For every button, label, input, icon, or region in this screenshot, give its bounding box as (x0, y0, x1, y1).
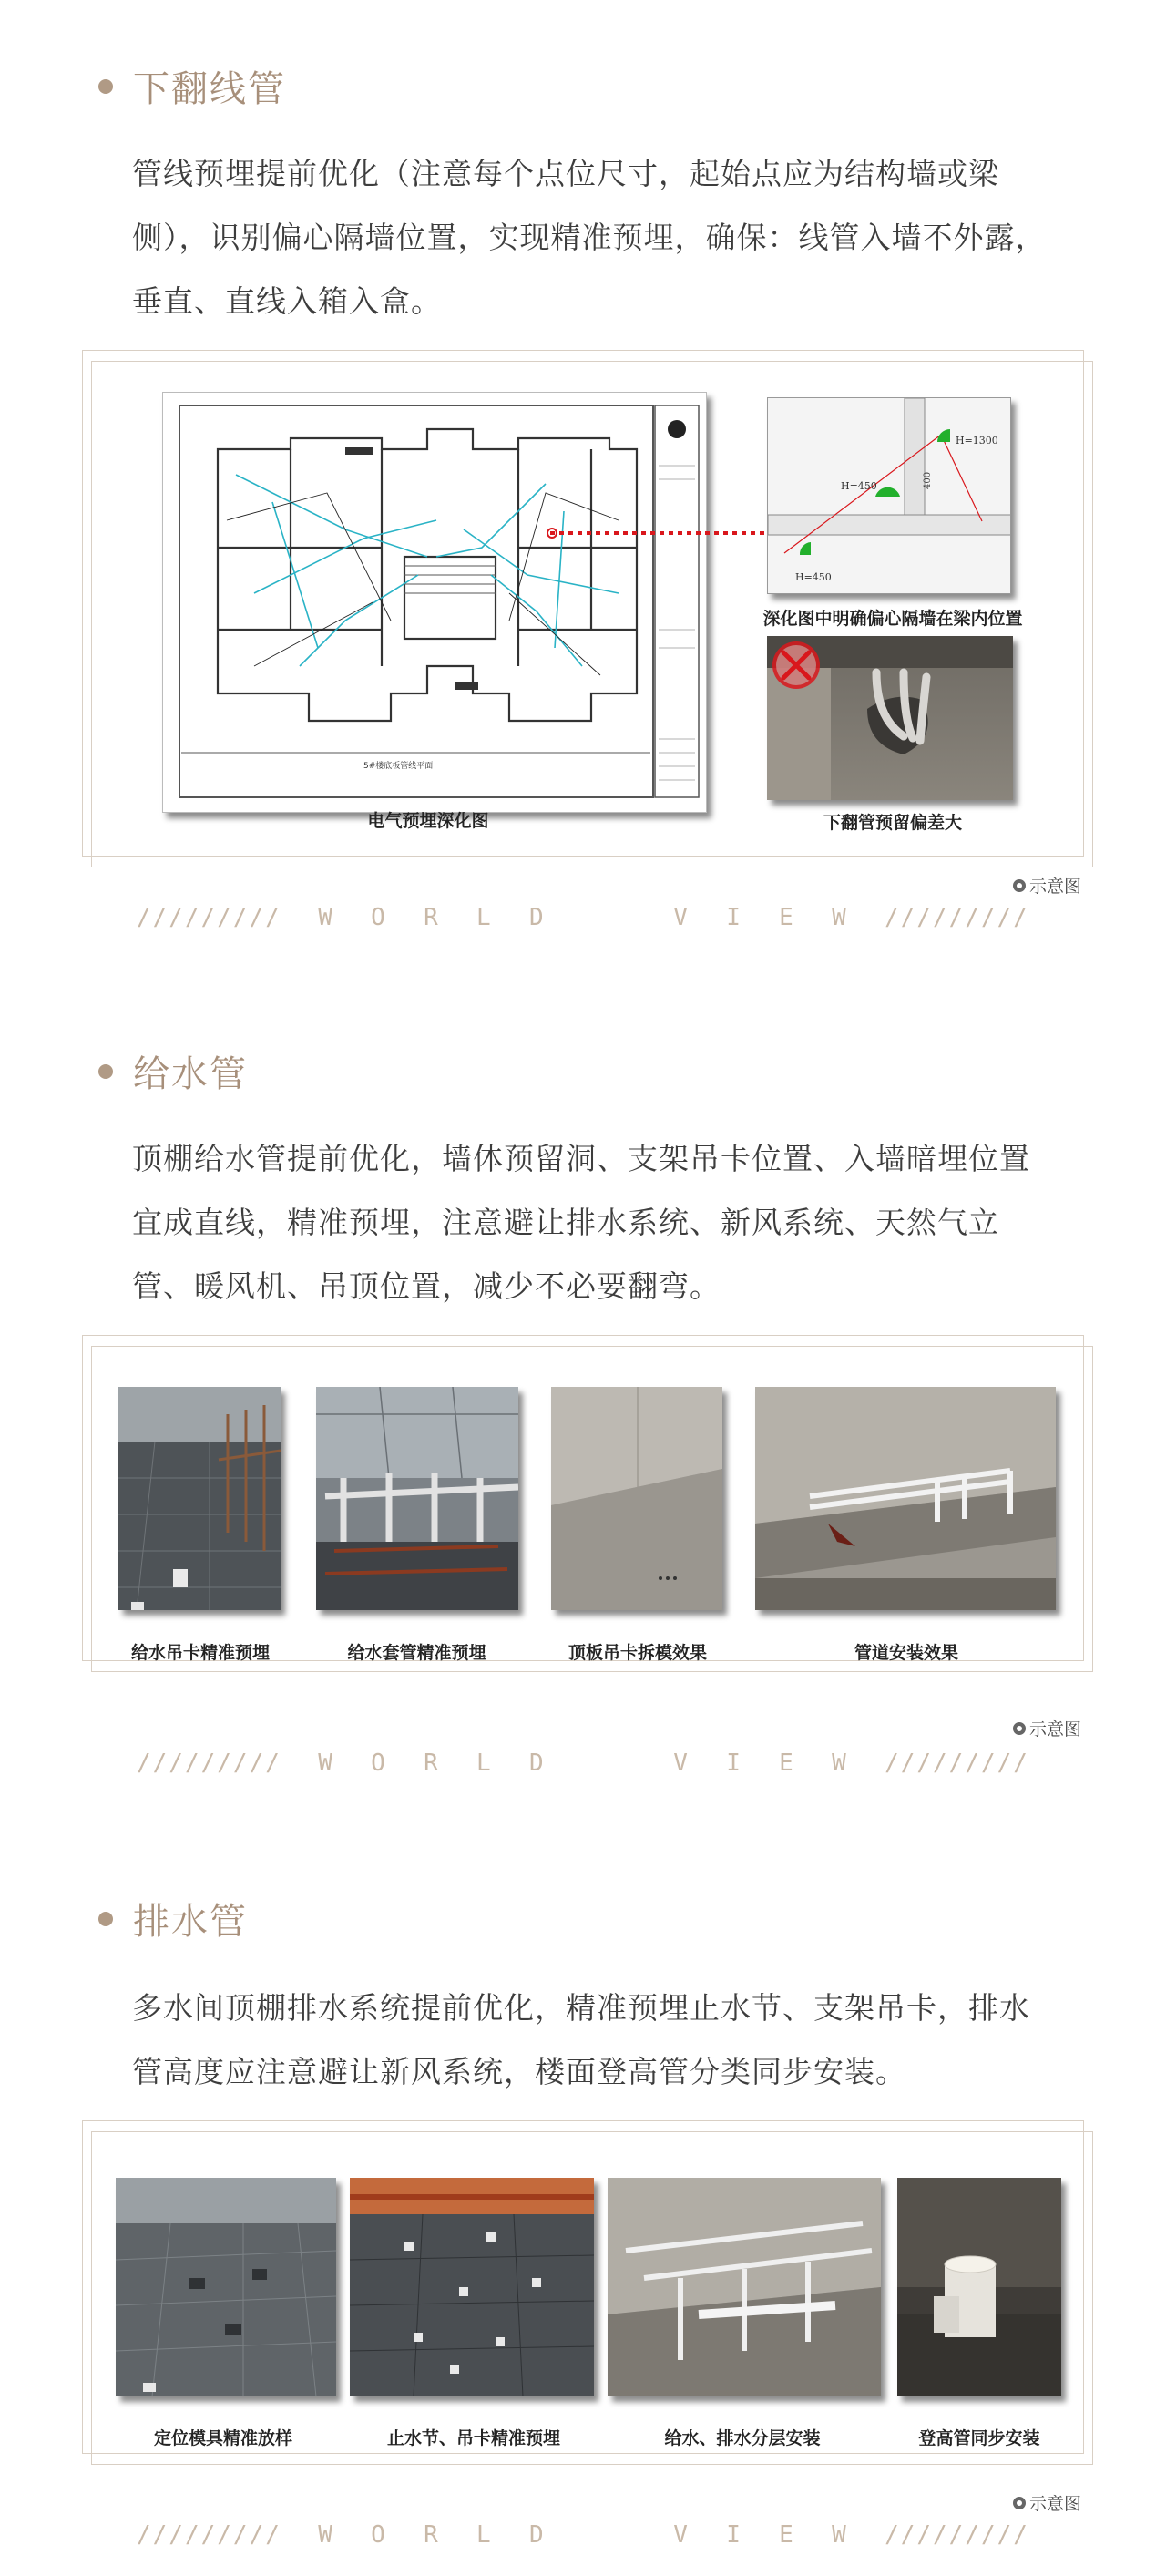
pipe-install-photo (755, 1387, 1056, 1610)
svg-text:H=450: H=450 (795, 571, 832, 583)
image-caption: 电气预埋深化图 (367, 811, 489, 831)
body-line: 多水间顶棚排水系统提前优化，精准预埋止水节、支架吊卡，排水 (132, 1990, 1030, 2026)
beam-detail-drawing (767, 397, 1011, 594)
section-drainage (0, 1836, 1166, 2576)
section-water-supply (0, 989, 1166, 1809)
image-caption: 给水套管精准预埋 (347, 1643, 486, 1663)
water-stop-embedding-photo (350, 2178, 594, 2396)
world-view-divider: ///////// W O R L D V I E W ///////// (137, 1750, 1029, 1777)
body-line: 顶棚给水管提前优化，墙体预留洞、支架吊卡位置、入墙暗埋位置 (132, 1141, 1030, 1176)
section-heading (98, 1893, 248, 1945)
circle-icon (1013, 879, 1026, 892)
schematic-note: 示意图 (1013, 1716, 1081, 1740)
body-line: 垂直、直线入箱入盒。 (132, 283, 442, 319)
svg-text:H=1300: H=1300 (956, 435, 998, 446)
section-conduit (0, 0, 1166, 957)
electrical-plan-drawing (162, 392, 707, 813)
circle-icon (1013, 2497, 1026, 2509)
slab-hanger-photo (551, 1387, 722, 1610)
section-title: 下翻线管 (133, 68, 286, 110)
body-line: 宜成直线，精准预埋，注意避让排水系统、新风系统、天然气立 (132, 1205, 999, 1240)
section-body (132, 1976, 1052, 2104)
image-caption: 顶板吊卡拆模效果 (568, 1643, 707, 1663)
image-caption: 下翻管预留偏差大 (823, 813, 962, 833)
hanger-embedding-photo (118, 1387, 281, 1610)
body-line: 管高度应注意避让新风系统，楼面登高管分类同步安装。 (132, 2054, 906, 2089)
body-line: 侧），识别偏心隔墙位置，实现精准预埋，确保：线管入墙不外露， (132, 220, 1047, 255)
world-view-divider: ///////// W O R L D V I E W ///////// (137, 904, 1029, 931)
image-caption: 深化图中明确偏心隔墙在梁内位置 (762, 609, 1023, 629)
world-view-divider: ///////// W O R L D V I E W ///////// (137, 2521, 1029, 2549)
section-body (132, 1127, 1052, 1319)
section-body (132, 142, 1052, 334)
body-line: 管线预埋提前优化（注意每个点位尺寸，起始点应为结构墙或梁 (132, 156, 999, 191)
body-line: 管、暖风机、吊顶位置，减少不必要翻弯。 (132, 1268, 721, 1304)
bullet-dot-icon (98, 1912, 113, 1926)
plan-title: 5#楼底板管线平面 (363, 762, 434, 771)
image-caption: 止水节、吊卡精准预埋 (386, 2428, 560, 2448)
image-caption: 管道安装效果 (854, 1643, 958, 1663)
section-title: 给水管 (133, 1053, 248, 1095)
svg-text:H=450: H=450 (841, 480, 877, 492)
positioning-mold-photo (116, 2178, 336, 2396)
layered-install-photo (608, 2178, 881, 2396)
bullet-dot-icon (98, 79, 113, 94)
schematic-note: 示意图 (1013, 873, 1081, 898)
riser-install-photo (897, 2178, 1061, 2396)
circle-icon (1013, 1722, 1026, 1735)
conduit-deviation-photo (767, 636, 1013, 800)
section-heading (98, 60, 286, 112)
connector-line (547, 524, 783, 542)
image-caption: 登高管同步安装 (918, 2428, 1040, 2448)
image-caption: 给水、排水分层安装 (664, 2428, 821, 2448)
section-title: 排水管 (133, 1901, 248, 1943)
sleeve-embedding-photo (316, 1387, 518, 1610)
bullet-dot-icon (98, 1064, 113, 1079)
image-caption: 定位模具精准放样 (153, 2428, 292, 2448)
image-caption: 给水吊卡精准预埋 (130, 1643, 270, 1663)
section-heading (98, 1045, 248, 1097)
svg-text:400: 400 (923, 471, 933, 489)
schematic-note: 示意图 (1013, 2490, 1081, 2515)
